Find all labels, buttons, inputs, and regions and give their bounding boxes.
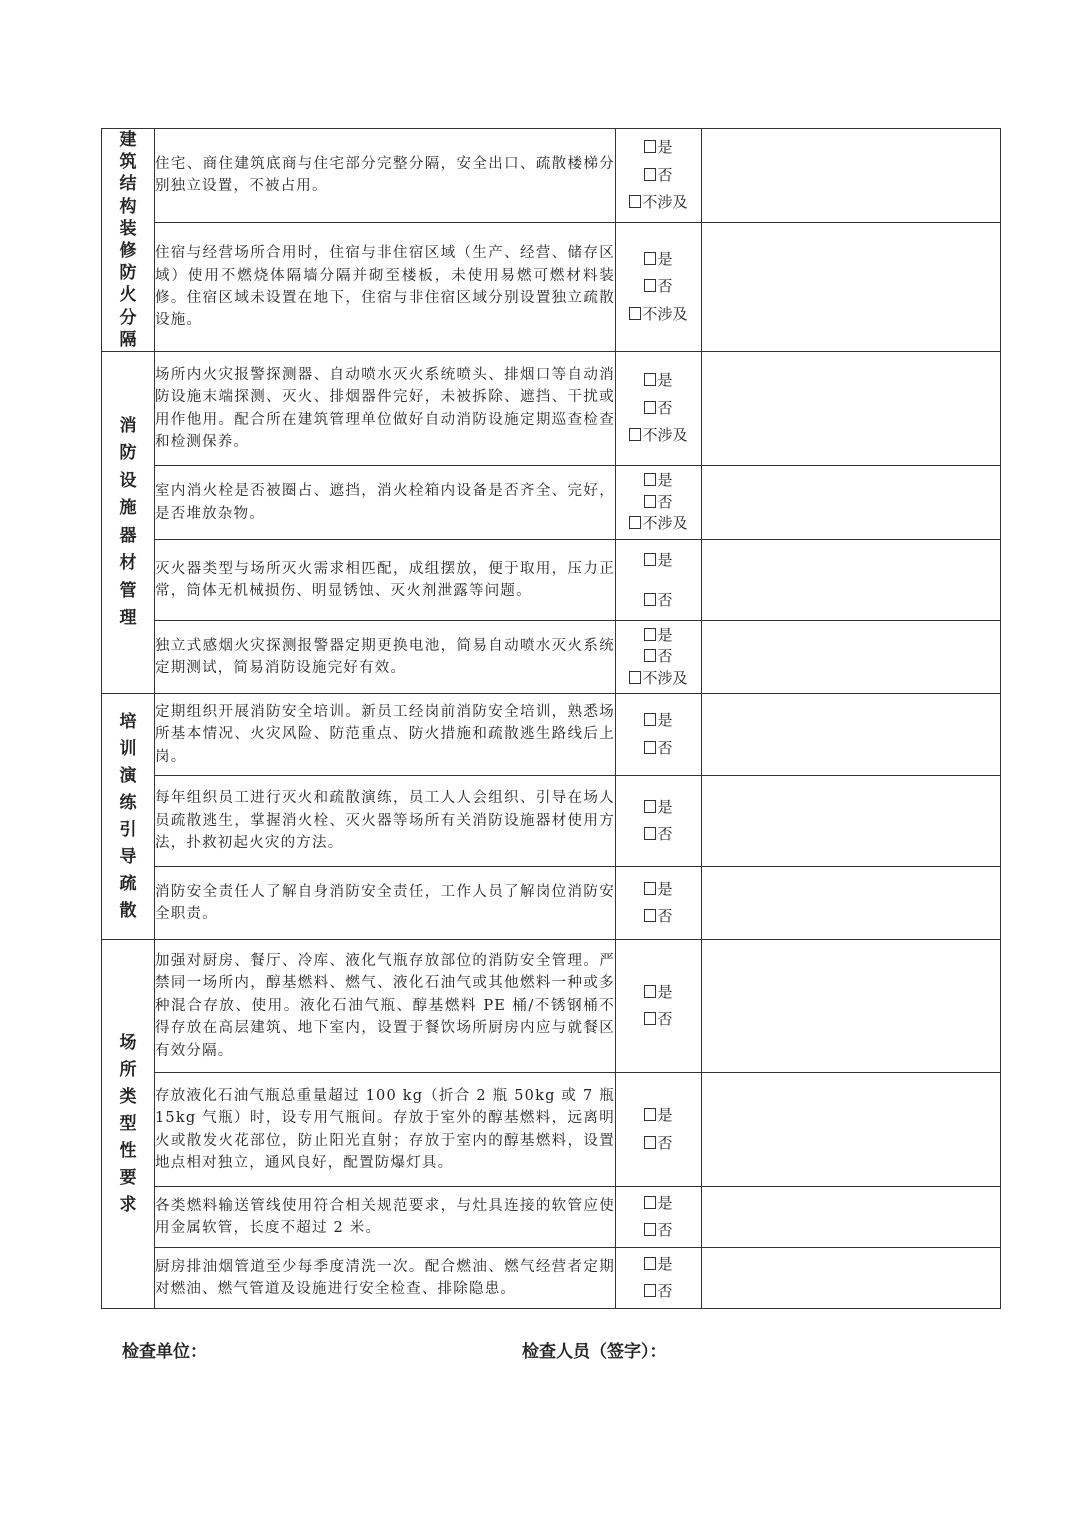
check-item-text: 场所内火灾报警探测器、自动喷水灭火系统喷头、排烟口等自动消防设施末端探测、灭火、排烟器件完好，未被拆除、遮挡、干扰或用作他用。配合所在建筑管理单位做好自动消防设施定期巡查检查和检测保养。 [155,352,616,466]
options-cell [616,940,702,1073]
checkbox-option[interactable]: 否 [616,735,701,763]
checkbox-option[interactable]: 否 [616,903,701,931]
checkbox-option[interactable]: 是 [616,625,701,647]
checkbox-icon [644,473,656,486]
checkbox-option[interactable]: 否 [616,1217,701,1244]
remarks-cell[interactable] [702,940,1001,1073]
check-item-text: 存放液化石油气瓶总重量超过 100 kg（折合 2 瓶 50kg 或 7 瓶 15kg 气瓶）时，设专用气瓶间。存放于室外的醇基燃料，远离明火或散发火花部位，防止阳光直射；存放于室内的醇基燃料，设置地点相对独立，通风良好，配置防爆灯具。 [155,1073,616,1187]
remarks-cell[interactable] [702,694,1001,776]
options-cell [616,776,702,867]
table-row [102,694,1001,776]
checkbox-option[interactable]: 是 [616,979,701,1007]
check-item-text: 住宿与经营场所合用时，住宿与非住宿区域（生产、经营、储存区域）使用不燃烧体隔墙分隔并砌至楼板，未使用易燃可燃材料装修。住宿区域未设置在地下，住宿与非住宿区域分别设置独立疏散设施。 [155,222,616,351]
checkbox-icon [644,1108,656,1121]
checkbox-option[interactable]: 不涉及 [616,301,701,329]
inspection-unit-label: 检查单位： [122,1342,207,1362]
options-cell [616,621,702,694]
checkbox-icon [629,428,641,441]
checkbox-icon [644,628,656,641]
checkbox-icon [644,741,656,754]
checkbox-option[interactable]: 是 [616,1251,701,1278]
checkbox-option[interactable]: 否 [616,492,701,514]
checkbox-icon [644,401,656,414]
category-label: 建筑结构装修防火分隔 [119,130,137,350]
remarks-cell[interactable] [702,466,1001,540]
table-row [102,466,1001,540]
checkbox-option[interactable]: 是 [616,707,701,735]
check-item-text: 每年组织员工进行灭火和疏散演练，员工人人会组织、引导在场人员疏散逃生，掌握消火栓、灭火器等场所有关消防设施器材使用方法，扑救初起火灾的方法。 [155,776,616,867]
checkbox-option[interactable]: 是 [616,367,701,395]
checkbox-icon [644,1136,656,1149]
table-row [102,1187,1001,1248]
table-row [102,940,1001,1073]
checkbox-icon [644,1012,656,1025]
checkbox-icon [644,140,656,153]
table-row [102,867,1001,940]
remarks-cell[interactable] [702,776,1001,867]
category-label: 消防设施器材管理 [119,415,137,629]
options-cell [616,1187,702,1248]
checkbox-option[interactable]: 否 [616,1278,701,1305]
options-cell [616,352,702,466]
remarks-cell[interactable] [702,1187,1001,1248]
table-row [102,352,1001,466]
table-row [102,776,1001,867]
category-label: 场所类型性要求 [119,1032,137,1215]
checkbox-option[interactable]: 是 [616,470,701,492]
checkbox-option[interactable]: 是 [616,134,701,162]
options-cell [616,540,702,621]
options-cell [616,222,702,351]
options-cell [616,867,702,940]
remarks-cell[interactable] [702,222,1001,351]
checkbox-icon [644,553,656,566]
options-cell [616,1248,702,1309]
checkbox-option[interactable]: 否 [616,646,701,668]
checkbox-icon [644,827,656,840]
options-cell [616,694,702,776]
check-item-text: 定期组织开展消防安全培训。新员工经岗前消防安全培训，熟悉场所基本情况、火灾风险、防范重点、防火措施和疏散逃生路线后上岗。 [155,694,616,776]
checkbox-option[interactable]: 是 [616,794,701,822]
checkbox-option[interactable]: 否 [616,162,701,190]
check-item-text: 室内消火栓是否被圈占、遮挡，消火栓箱内设备是否齐全、完好，是否堆放杂物。 [155,466,616,540]
checkbox-option[interactable]: 否 [616,580,701,620]
table-row [102,129,1001,223]
category-cell [102,129,155,352]
checkbox-icon [644,1196,656,1209]
checkbox-option[interactable]: 是 [616,1102,701,1130]
checkbox-icon [644,373,656,386]
checkbox-option[interactable]: 不涉及 [616,422,701,450]
options-cell [616,1073,702,1187]
checkbox-option[interactable]: 是 [616,876,701,904]
checkbox-option[interactable]: 否 [616,1130,701,1158]
checkbox-icon [644,882,656,895]
check-item-text: 独立式感烟火灾探测报警器定期更换电池，简易自动喷水灭火系统定期测试，简易消防设施完好有效。 [155,621,616,694]
remarks-cell[interactable] [702,1248,1001,1309]
check-item-text: 灭火器类型与场所灭火需求相匹配，成组摆放，便于取用，压力正常，筒体无机械损伤、明显锈蚀、灭火剂泄露等问题。 [155,540,616,621]
inspection-checklist-table [101,128,1001,1309]
inspector-signature-label: 检查人员（签字）： [522,1342,667,1362]
checkbox-option[interactable]: 是 [616,1190,701,1217]
checkbox-icon [644,252,656,265]
checkbox-icon [629,671,641,684]
table-row [102,540,1001,621]
checkbox-option[interactable]: 是 [616,540,701,580]
options-cell [616,466,702,540]
checkbox-option[interactable]: 不涉及 [616,668,701,690]
checkbox-icon [644,1223,656,1236]
table-row [102,222,1001,351]
checkbox-icon [644,1257,656,1270]
check-item-text: 住宅、商住建筑底商与住宅部分完整分隔，安全出口、疏散楼梯分别独立设置，不被占用。 [155,129,616,223]
checkbox-icon [644,713,656,726]
checkbox-icon [644,985,656,998]
remarks-cell[interactable] [702,129,1001,223]
checkbox-icon [629,307,641,320]
checkbox-icon [644,279,656,292]
remarks-cell[interactable] [702,621,1001,694]
check-item-text: 各类燃料输送管线使用符合相关规范要求，与灶具连接的软管应使用金属软管，长度不超过 2 米。 [155,1187,616,1248]
table-row [102,1248,1001,1309]
checkbox-icon [629,195,641,208]
checkbox-option[interactable]: 否 [616,273,701,301]
checkbox-icon [644,909,656,922]
remarks-cell[interactable] [702,540,1001,621]
remarks-cell[interactable] [702,352,1001,466]
category-label: 培训演练引导疏散 [119,711,137,921]
checkbox-icon [644,800,656,813]
category-cell [102,352,155,694]
checkbox-option[interactable]: 不涉及 [616,189,701,217]
checkbox-icon [629,516,641,529]
check-item-text: 加强对厨房、餐厅、冷库、液化气瓶存放部位的消防安全管理。严禁同一场所内，醇基燃料、燃气、液化石油气或其他燃料一种或多种混合存放、使用。液化石油气瓶、醇基燃料 PE 桶/不锈钢桶不得存放在高层建筑、地下室内，设置于餐饮场所厨房内应与就餐区有效分隔。 [155,940,616,1073]
remarks-cell[interactable] [702,867,1001,940]
options-cell [616,129,702,223]
checkbox-icon [644,168,656,181]
checkbox-icon [644,495,656,508]
checkbox-option[interactable]: 否 [616,821,701,849]
category-cell [102,694,155,940]
checkbox-icon [644,1284,656,1297]
checkbox-option[interactable]: 否 [616,395,701,423]
category-cell [102,940,155,1309]
check-item-text: 消防安全责任人了解自身消防安全责任，工作人员了解岗位消防安全职责。 [155,867,616,940]
checkbox-option[interactable]: 不涉及 [616,513,701,535]
checkbox-option[interactable]: 是 [616,246,701,274]
remarks-cell[interactable] [702,1073,1001,1187]
check-item-text: 厨房排油烟管道至少每季度清洗一次。配合燃油、燃气经营者定期对燃油、燃气管道及设施进行安全检查、排除隐患。 [155,1248,616,1309]
table-row [102,1073,1001,1187]
checkbox-icon [644,649,656,662]
checkbox-option[interactable]: 否 [616,1006,701,1034]
checkbox-icon [644,593,656,606]
table-row [102,621,1001,694]
